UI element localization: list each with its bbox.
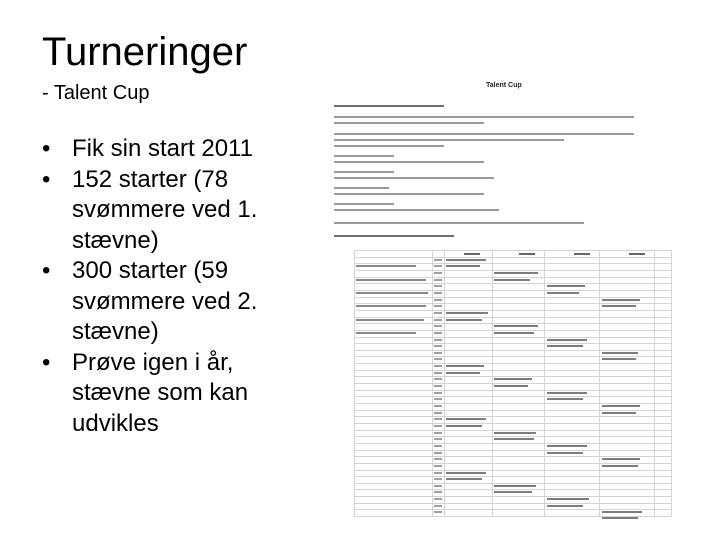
document-text-line — [334, 171, 394, 173]
table-gridline — [354, 317, 671, 318]
table-gridline — [544, 250, 545, 516]
table-row-number — [434, 385, 442, 387]
table-event-entry — [446, 472, 486, 474]
table-event-entry — [602, 465, 638, 467]
table-event-entry — [446, 319, 482, 321]
table-row-number — [434, 319, 442, 321]
document-text-line — [334, 155, 394, 157]
bullet-icon: • — [42, 135, 51, 162]
table-event-entry — [547, 398, 583, 400]
table-gridline — [354, 250, 355, 516]
table-event-entry — [446, 312, 488, 314]
table-gridline — [354, 376, 671, 377]
table-row-number — [434, 292, 442, 294]
bullet-icon: • — [42, 257, 51, 284]
table-row-number — [434, 432, 442, 434]
table-event-entry — [602, 358, 636, 360]
table-gridline — [354, 257, 671, 258]
table-row-number — [434, 378, 442, 380]
slide-subtitle: - Talent Cup — [42, 82, 150, 104]
document-text-line — [334, 235, 454, 237]
table-gridline — [354, 303, 671, 304]
document-text-line — [334, 177, 494, 179]
table-row-number — [434, 465, 442, 467]
document-text-line — [334, 209, 499, 211]
bullet-item — [42, 165, 297, 257]
table-row-number — [434, 365, 442, 367]
document-text-line — [334, 222, 584, 224]
bullet-text: Prøve igen i år, stævne som kan udvikles — [72, 348, 249, 437]
table-event-entry — [547, 339, 587, 341]
table-label-cell — [356, 305, 426, 307]
table-gridline — [354, 483, 671, 484]
table-row-number — [434, 325, 442, 327]
table-row-number — [434, 305, 442, 307]
table-label-cell — [356, 292, 428, 294]
embedded-document-image — [328, 80, 682, 520]
table-event-entry — [602, 412, 636, 414]
document-title: Talent Cup — [486, 82, 522, 89]
bullet-list — [42, 134, 297, 439]
table-event-entry — [494, 272, 538, 274]
table-row-number — [434, 511, 442, 513]
document-text-line — [334, 187, 389, 189]
table-event-entry — [494, 279, 530, 281]
table-gridline — [354, 323, 671, 324]
table-event-entry — [602, 305, 636, 307]
table-event-entry — [602, 458, 640, 460]
table-gridline — [354, 430, 671, 431]
table-gridline — [354, 343, 671, 344]
table-event-entry — [494, 432, 536, 434]
table-gridline — [354, 330, 671, 331]
table-gridline — [354, 297, 671, 298]
table-gridline — [599, 250, 600, 516]
table-event-entry — [446, 425, 482, 427]
table-row-number — [434, 299, 442, 301]
table-event-entry — [494, 385, 528, 387]
table-event-entry — [494, 332, 534, 334]
table-gridline — [354, 416, 671, 417]
table-event-entry — [602, 299, 640, 301]
document-text-line — [334, 116, 634, 118]
table-label-cell — [356, 319, 424, 321]
table-event-entry — [547, 505, 583, 507]
table-gridline — [354, 503, 671, 504]
table-row-number — [434, 472, 442, 474]
document-text-line — [334, 122, 484, 124]
bullet-text: 152 starter (78 svømmere ved 1. stævne) — [72, 165, 258, 254]
table-event-entry — [446, 259, 486, 261]
table-gridline — [354, 263, 671, 264]
table-row-number — [434, 491, 442, 493]
table-row-number — [434, 445, 442, 447]
table-gridline — [354, 476, 671, 477]
slide-title: Turneringer — [42, 30, 248, 74]
table-event-entry — [446, 265, 480, 267]
table-event-entry — [602, 405, 640, 407]
bullet-icon: • — [42, 348, 51, 376]
table-gridline — [354, 370, 671, 371]
table-gridline — [354, 496, 671, 497]
table-gridline — [354, 337, 671, 338]
table-row-number — [434, 505, 442, 507]
table-event-entry — [547, 285, 585, 287]
document-text-line — [334, 105, 444, 107]
table-event-entry — [547, 498, 589, 500]
table-row-number — [434, 279, 442, 281]
bullet-item — [42, 348, 297, 440]
bullet-item — [42, 256, 297, 348]
document-text-line — [334, 161, 484, 163]
table-gridline — [354, 277, 671, 278]
table-gridline — [354, 363, 671, 364]
table-header-cell — [519, 253, 535, 255]
table-gridline — [354, 410, 671, 411]
bullet-text: Fik sin start 2011 — [72, 135, 253, 162]
table-gridline — [354, 350, 671, 351]
table-row-number — [434, 485, 442, 487]
table-event-entry — [602, 517, 638, 519]
table-event-entry — [494, 485, 536, 487]
table-gridline — [354, 290, 671, 291]
table-row-number — [434, 398, 442, 400]
document-text-line — [334, 203, 394, 205]
table-gridline — [354, 270, 671, 271]
table-gridline — [354, 509, 671, 510]
table-row-number — [434, 498, 442, 500]
table-event-entry — [547, 452, 583, 454]
table-gridline — [354, 403, 671, 404]
table-gridline — [354, 396, 671, 397]
table-row-number — [434, 345, 442, 347]
table-gridline — [354, 443, 671, 444]
table-row-number — [434, 392, 442, 394]
table-header-cell — [574, 253, 590, 255]
table-label-cell — [356, 332, 416, 334]
table-gridline — [354, 250, 671, 251]
bullet-icon: • — [42, 165, 51, 193]
table-gridline — [354, 283, 671, 284]
table-gridline — [354, 310, 671, 311]
table-event-entry — [547, 392, 587, 394]
table-row-number — [434, 272, 442, 274]
table-event-entry — [494, 378, 532, 380]
table-row-number — [434, 425, 442, 427]
table-gridline — [354, 456, 671, 457]
table-row-number — [434, 332, 442, 334]
table-event-entry — [547, 345, 583, 347]
table-header-cell — [629, 253, 645, 255]
document-text-line — [334, 139, 564, 141]
table-event-entry — [602, 511, 642, 513]
table-event-entry — [446, 365, 484, 367]
document-text-line — [334, 193, 484, 195]
table-event-entry — [547, 445, 587, 447]
table-event-entry — [494, 491, 532, 493]
document-text-line — [334, 145, 444, 147]
table-gridline — [354, 436, 671, 437]
table-event-entry — [494, 438, 534, 440]
table-gridline — [432, 250, 433, 516]
table-gridline — [354, 463, 671, 464]
table-event-entry — [494, 325, 538, 327]
schedule-table — [354, 250, 671, 516]
table-gridline — [354, 489, 671, 490]
table-row-number — [434, 312, 442, 314]
table-row-number — [434, 418, 442, 420]
table-event-entry — [446, 478, 482, 480]
table-gridline — [354, 423, 671, 424]
table-row-number — [434, 372, 442, 374]
bullet-item — [42, 134, 297, 165]
table-row-number — [434, 352, 442, 354]
table-label-cell — [356, 279, 426, 281]
table-row-number — [434, 405, 442, 407]
table-row-number — [434, 358, 442, 360]
table-row-number — [434, 438, 442, 440]
table-row-number — [434, 458, 442, 460]
document-text-line — [334, 133, 634, 135]
table-gridline — [654, 250, 655, 516]
table-row-number — [434, 452, 442, 454]
table-row-number — [434, 412, 442, 414]
table-gridline — [492, 250, 493, 516]
table-label-cell — [356, 265, 416, 267]
table-row-number — [434, 265, 442, 267]
table-gridline — [354, 356, 671, 357]
table-gridline — [354, 383, 671, 384]
table-row-number — [434, 285, 442, 287]
table-event-entry — [446, 418, 486, 420]
table-gridline — [444, 250, 445, 516]
table-header-cell — [464, 253, 480, 255]
table-row-number — [434, 259, 442, 261]
table-row-number — [434, 339, 442, 341]
table-event-entry — [602, 352, 638, 354]
table-gridline — [671, 250, 672, 516]
table-event-entry — [547, 292, 579, 294]
table-event-entry — [446, 372, 480, 374]
bullet-text: 300 starter (59 svømmere ved 2. stævne) — [72, 257, 258, 345]
table-gridline — [354, 470, 671, 471]
table-gridline — [354, 390, 671, 391]
table-gridline — [354, 450, 671, 451]
table-row-number — [434, 478, 442, 480]
